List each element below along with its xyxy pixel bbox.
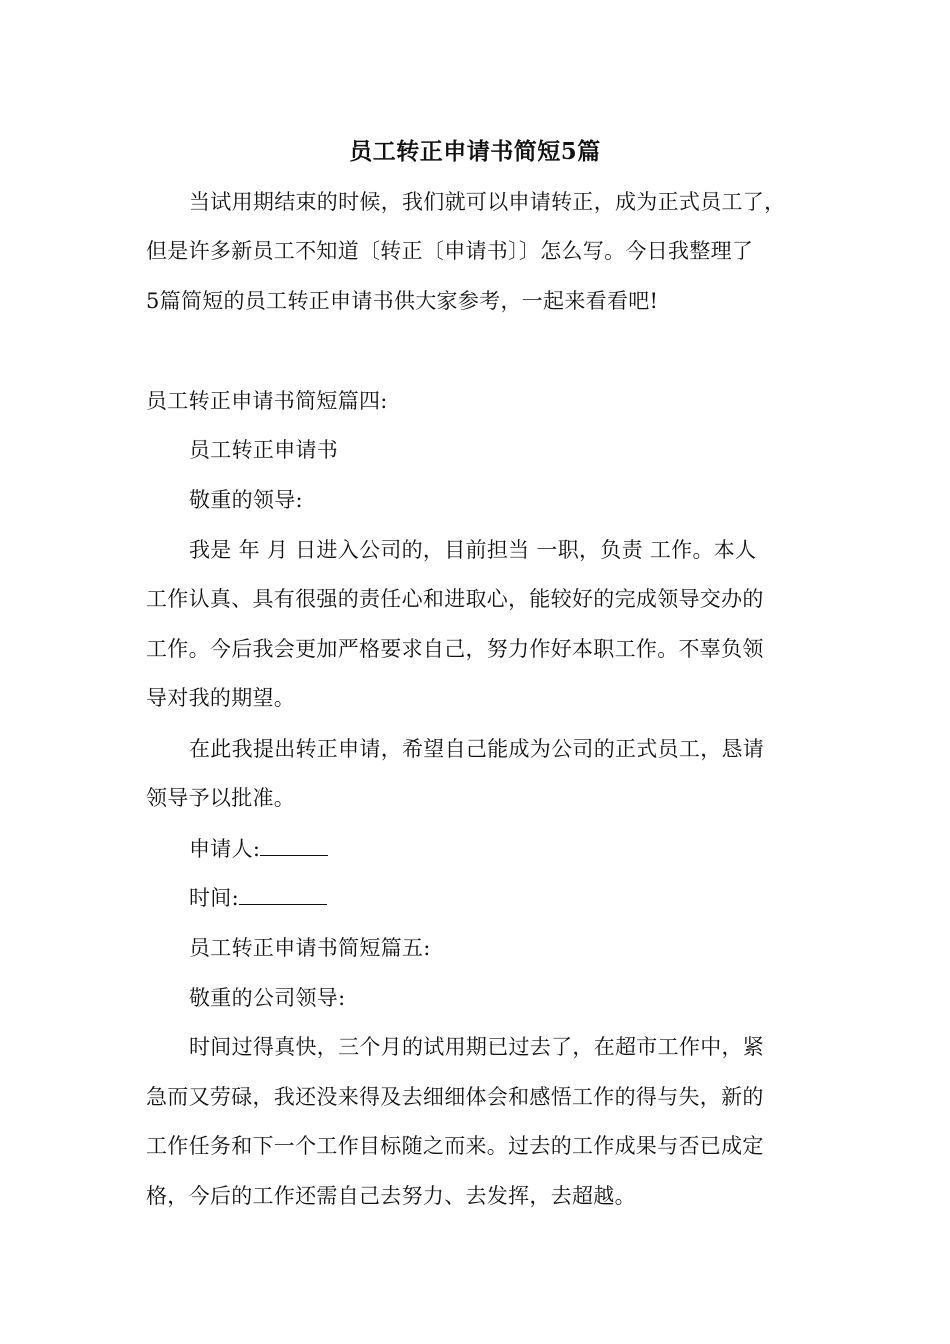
applicant-blank [260,835,328,856]
time-blank [239,884,327,905]
section4-heading: 员工转正申请书简短篇四: [146,389,388,413]
time-label: 时间: [189,886,239,910]
document-title: 员工转正申请书简短5篇 [349,138,601,165]
section4-para1-line-1: 我是 年 月 日进入公司的，目前担当 一职，负责 工作。本人 [189,538,757,562]
section4-para1-line-4: 导对我的期望。 [146,686,296,710]
intro-line-1: 当试用期结束的时候，我们就可以申请转正，成为正式员工了， [189,190,786,214]
section5-salutation: 敬重的公司领导: [189,986,346,1010]
intro-line-3: 5篇简短的员工转正申请书供大家参考，一起来看看吧! [146,289,659,313]
section4-letter-title: 员工转正申请书 [189,438,339,462]
time-line [189,882,327,914]
applicant-label: 申请人: [189,837,261,861]
section5-para1-line-4: 格，今后的工作还需自己去努力、去发挥，去超越。 [146,1184,636,1208]
section5-para1-line-2: 急而又劳碌，我还没来得及去细细体会和感悟工作的得与失，新的 [146,1085,764,1109]
section4-para2-line-2: 领导予以批准。 [146,786,296,810]
section4-para2-line-1: 在此我提出转正申请，希望自己能成为公司的正式员工，恳请 [189,737,765,761]
applicant-line [189,833,328,865]
section4-para1-line-3: 工作。今后我会更加严格要求自己，努力作好本职工作。不辜负领 [146,637,764,661]
section5-heading: 员工转正申请书简短篇五: [189,936,431,960]
section4-para1-line-2: 工作认真、具有很强的责任心和进取心，能较好的完成领导交办的 [146,587,764,611]
section5-para1-line-3: 工作任务和下一个工作目标随之而来。过去的工作成果与否已成定 [146,1134,764,1158]
intro-line-2: 但是许多新员工不知道〔转正〔申请书〕〕怎么写。今日我整理了 [146,239,754,263]
section4-salutation: 敬重的领导: [189,488,303,512]
section5-para1-line-1: 时间过得真快，三个月的试用期已过去了，在超市工作中，紧 [189,1035,765,1059]
